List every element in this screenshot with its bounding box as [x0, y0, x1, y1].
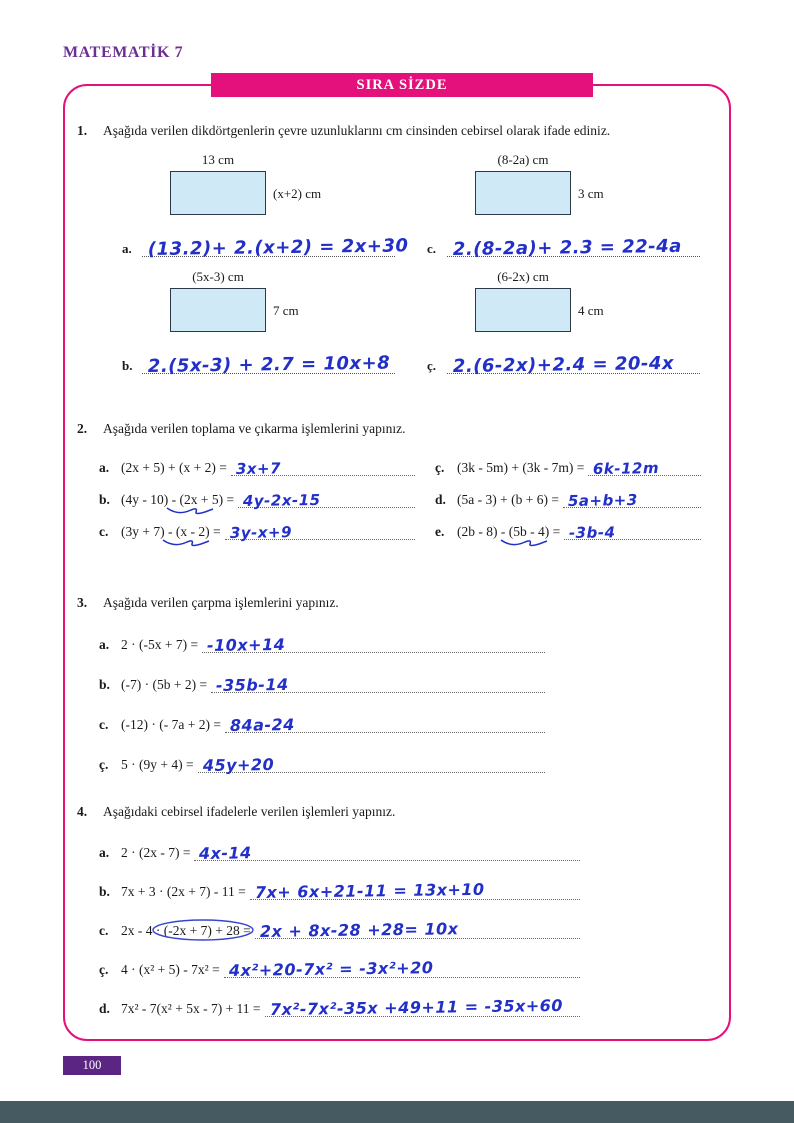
answer-letter-c: c. [427, 241, 437, 257]
rect-4-width-label: (6-2x) cm [497, 269, 549, 285]
item-letter: d. [99, 1000, 110, 1016]
question-4-number: 4. [77, 803, 88, 819]
page-number: 100 [63, 1056, 121, 1075]
item-letter: e. [435, 524, 445, 540]
handwritten-answer: 3y-x+9 [229, 523, 292, 543]
dotted-answer-line [564, 521, 701, 543]
rect-1-height-label: (x+2) cm [273, 186, 322, 202]
printed-expression: (3y + 7) - (x - 2) = [121, 524, 221, 540]
handwritten-answer: 7x²-7x²-35x +49+11 = -35x+60 [269, 995, 563, 1019]
dotted-answer-line-cc [447, 344, 700, 378]
dotted-answer-line-b [142, 344, 395, 378]
figure-grid [120, 148, 715, 382]
q2-item-c [99, 516, 429, 543]
printed-expression: (3k - 5m) + (3k - 7m) = [457, 460, 585, 476]
q2-item-cc [435, 452, 715, 479]
printed-expression: (-12) · (- 7a + 2) = [121, 716, 221, 732]
question-2 [75, 420, 715, 543]
rect-2-shape [475, 171, 571, 215]
printed-expression: 7x + 3 · (2x + 7) - 11 = [121, 883, 246, 899]
item-letter: b. [99, 883, 110, 899]
dotted-answer-line [588, 457, 701, 479]
q3-item-b [99, 669, 559, 693]
dotted-answer-line [255, 920, 580, 939]
item-letter: c. [99, 524, 109, 540]
handwritten-answer: -35b-14 [215, 674, 289, 695]
handwritten-answer: 7x+ 6x+21-11 = 13x+10 [254, 879, 485, 902]
q4-item-d [99, 991, 594, 1017]
rectangle-figure-3 [170, 269, 425, 332]
rect-3-shape [170, 288, 266, 332]
q4-item-a [99, 835, 594, 861]
figure-4-inner [475, 269, 571, 332]
item-letter: c. [99, 922, 109, 938]
dotted-answer-line [194, 842, 580, 861]
handwritten-answer-b: 2.(5x-3) + 2.7 = 10x+8 [147, 352, 391, 378]
q3-item-cc [99, 749, 559, 773]
question-3-number: 3. [77, 595, 88, 611]
pen-loop-icon [151, 918, 255, 942]
item-letter: b. [99, 492, 110, 508]
rect-4-shape [475, 288, 571, 332]
answer-letter-b: b. [122, 358, 133, 374]
item-letter: a. [99, 460, 110, 476]
question-1-head [75, 122, 715, 140]
handwritten-answer: -10x+14 [206, 634, 286, 655]
printed-expression: 5 · (9y + 4) = [121, 756, 194, 772]
figure-2-inner [475, 152, 571, 215]
q3-item-a [99, 629, 559, 653]
question-3-head [75, 594, 715, 612]
rect-1-shape [170, 171, 266, 215]
printed-expression: (4y - 10) - (2x + 5) = [121, 492, 235, 508]
question-1 [75, 122, 715, 382]
q2-item-e [435, 516, 715, 543]
item-letter: c. [99, 716, 109, 732]
handwritten-answer-cc: 2.(6-2x)+2.4 = 20-4x [452, 353, 675, 378]
question-3 [75, 594, 715, 775]
dotted-answer-line [224, 959, 580, 978]
figure-1-inner [170, 152, 266, 215]
answer-line-b [122, 344, 425, 378]
course-title: MATEMATİK 7 [63, 44, 184, 61]
printed-expression: (2x + 5) + (x + 2) = [121, 460, 227, 476]
handwritten-answer: 6k-12m [593, 459, 660, 479]
question-4-prompt: Aşağıdaki cebirsel ifadelerle verilen işlemleri yapınız. [103, 803, 396, 819]
rect-2-width-label: (8-2a) cm [497, 152, 549, 168]
handwritten-answer: 4x²+20-7x² = -3x²+20 [228, 958, 434, 980]
question-3-list [99, 629, 559, 773]
question-4-head [75, 803, 715, 821]
dotted-answer-line-c [447, 227, 700, 261]
answer-line-a [122, 227, 425, 261]
pen-scribble-icon [499, 536, 549, 548]
handwritten-answer: 4x-14 [199, 843, 253, 863]
footer-bar [0, 1101, 794, 1123]
dotted-answer-line [225, 714, 545, 733]
handwritten-answer-c: 2.(8-2a)+ 2.3 = 22-4a [452, 236, 683, 261]
frame-content [65, 86, 729, 1039]
rect-2-height-label: 3 cm [578, 186, 604, 202]
handwritten-answer: 3x+7 [235, 459, 281, 479]
question-3-prompt: Aşağıda verilen çarpma işlemlerini yapınız. [103, 595, 339, 611]
printed-expression: 2 · (2x - 7) = [121, 844, 191, 860]
figure-3-inner [170, 269, 266, 332]
pen-scribble-icon [161, 536, 211, 548]
q2-item-b [99, 484, 429, 511]
item-letter: ç. [99, 961, 109, 977]
item-letter: ç. [99, 756, 109, 772]
printed-expression: 2x - 4 · (-2x + 7) + 28 = [121, 922, 251, 938]
question-2-number: 2. [77, 421, 88, 437]
pen-scribble-icon [165, 504, 215, 516]
rectangle-figure-2 [475, 152, 730, 215]
item-letter: d. [435, 492, 446, 508]
question-2-prompt: Aşağıda verilen toplama ve çıkarma işlemlerini yapınız. [103, 421, 406, 437]
question-4-list [99, 835, 594, 1017]
q2-item-a [99, 452, 429, 479]
rect-3-height-label: 7 cm [273, 303, 299, 319]
rect-1-width-label: 13 cm [201, 152, 235, 168]
section-banner: SIRA SİZDE [211, 73, 593, 97]
answer-letter-cc: ç. [427, 358, 437, 374]
q2-item-d [435, 484, 715, 511]
question-1-number: 1. [77, 123, 88, 138]
dotted-answer-line [225, 521, 415, 543]
answer-letter-a: a. [122, 241, 132, 257]
item-letter: ç. [435, 460, 445, 476]
question-4 [75, 803, 715, 1017]
dotted-answer-line [238, 489, 415, 511]
printed-expression: (2b - 8) - (5b - 4) = [457, 524, 561, 540]
handwritten-answer: 45y+20 [202, 754, 274, 775]
content-frame [63, 76, 731, 1041]
printed-expression: 2 · (-5x + 7) = [121, 636, 199, 652]
q4-item-c [99, 913, 594, 939]
rectangle-figure-4 [475, 269, 730, 332]
question-1-prompt: Aşağıda verilen dikdörtgenlerin çevre uzunluklarını cm cinsinden cebirsel olarak ifade ediniz. [103, 123, 611, 138]
dotted-answer-line [250, 881, 580, 900]
item-letter: a. [99, 636, 110, 652]
answer-line-c [427, 227, 730, 261]
handwritten-answer: 5a+b+3 [567, 491, 638, 511]
dotted-answer-line [211, 674, 545, 693]
dotted-answer-line [198, 754, 545, 773]
q4-item-cc [99, 952, 594, 978]
dotted-answer-line [265, 995, 580, 1019]
printed-expression: 7x² - 7(x² + 5x - 7) + 11 = [121, 1000, 261, 1016]
item-letter: b. [99, 676, 110, 692]
handwritten-answer: 2x + 8x-28 +28= 10x [259, 919, 459, 941]
rect-3-width-label: (5x-3) cm [192, 269, 244, 285]
printed-expression: (5a - 3) + (b + 6) = [457, 492, 559, 508]
printed-expression: (-7) · (5b + 2) = [121, 676, 208, 692]
answer-line-cc [427, 344, 730, 378]
handwritten-answer: 84a-24 [229, 714, 295, 735]
dotted-answer-line [563, 489, 701, 511]
q4-item-b [99, 874, 594, 900]
handwritten-answer: -3b-4 [568, 523, 616, 543]
rect-4-height-label: 4 cm [578, 303, 604, 319]
handwritten-answer: 4y-2x-15 [242, 491, 321, 511]
rectangle-figure-1 [170, 152, 425, 215]
dotted-answer-line-a [142, 227, 409, 261]
question-2-head [75, 420, 715, 438]
item-letter: a. [99, 844, 110, 860]
printed-expression: 4 · (x² + 5) - 7x² = [121, 961, 220, 977]
handwritten-answer-a: (13.2)+ 2.(x+2) = 2x+30 [147, 235, 409, 261]
q3-item-c [99, 709, 559, 733]
dotted-answer-line [202, 634, 545, 653]
dotted-answer-line [231, 457, 415, 479]
question-2-grid [99, 452, 715, 543]
